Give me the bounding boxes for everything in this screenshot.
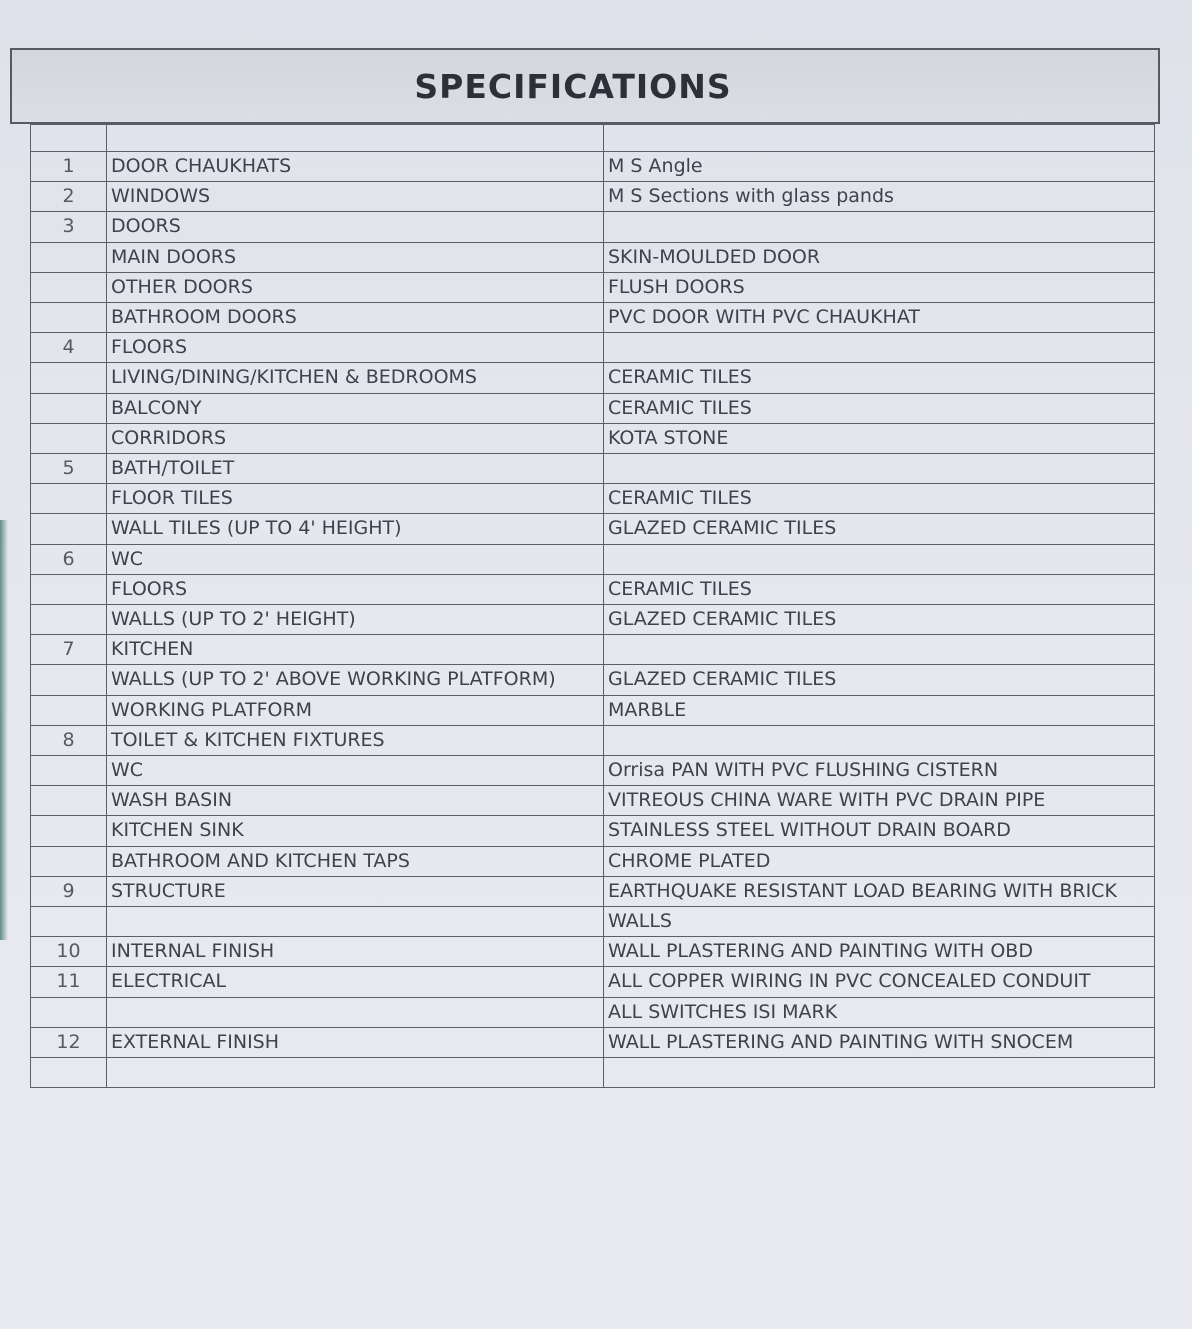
- table-row: [31, 846, 1155, 876]
- row-number: [31, 242, 107, 272]
- specification-cell: M S Angle: [604, 152, 1155, 182]
- item-cell: FLOORS: [107, 333, 604, 363]
- table-row: [31, 272, 1155, 302]
- specification-cell: [604, 635, 1155, 665]
- item-cell: EXTERNAL FINISH: [107, 1027, 604, 1057]
- row-number: 7: [31, 635, 107, 665]
- specification-cell: FLUSH DOORS: [604, 272, 1155, 302]
- specification-cell: GLAZED CERAMIC TILES: [604, 514, 1155, 544]
- row-number: 1: [31, 152, 107, 182]
- item-cell: MAIN DOORS: [107, 242, 604, 272]
- table-row: [31, 665, 1155, 695]
- specification-cell: Orrisa PAN WITH PVC FLUSHING CISTERN: [604, 756, 1155, 786]
- item-cell: WINDOWS: [107, 182, 604, 212]
- table-row: [31, 997, 1155, 1027]
- table-row: [31, 363, 1155, 393]
- table-row: [31, 695, 1155, 725]
- row-number: [31, 514, 107, 544]
- row-number: [31, 816, 107, 846]
- page-edge-shadow: [0, 520, 8, 940]
- row-number: [31, 605, 107, 635]
- table-row: [31, 182, 1155, 212]
- table-row: [31, 212, 1155, 242]
- item-cell: WALLS (UP TO 2' ABOVE WORKING PLATFORM): [107, 665, 604, 695]
- specification-cell: STAINLESS STEEL WITHOUT DRAIN BOARD: [604, 816, 1155, 846]
- table-row: [31, 937, 1155, 967]
- table-row: [31, 816, 1155, 846]
- specification-cell: [604, 725, 1155, 755]
- specification-cell: [604, 544, 1155, 574]
- table-row: [31, 544, 1155, 574]
- specification-cell: [604, 454, 1155, 484]
- row-number: [31, 665, 107, 695]
- specification-cell: GLAZED CERAMIC TILES: [604, 605, 1155, 635]
- specification-cell: CHROME PLATED: [604, 846, 1155, 876]
- item-cell: INTERNAL FINISH: [107, 937, 604, 967]
- table-row: [31, 907, 1155, 937]
- table-row: [31, 454, 1155, 484]
- table-row: [31, 514, 1155, 544]
- item-cell: [107, 907, 604, 937]
- item-cell: DOOR CHAUKHATS: [107, 152, 604, 182]
- specification-cell: WALL PLASTERING AND PAINTING WITH SNOCEM: [604, 1027, 1155, 1057]
- row-number: 11: [31, 967, 107, 997]
- specification-cell: ALL COPPER WIRING IN PVC CONCEALED CONDUIT: [604, 967, 1155, 997]
- item-cell: WC: [107, 756, 604, 786]
- item-cell: DOORS: [107, 212, 604, 242]
- row-number: [31, 574, 107, 604]
- row-number: 2: [31, 182, 107, 212]
- table-row: [31, 786, 1155, 816]
- row-number: 10: [31, 937, 107, 967]
- item-cell: WALLS (UP TO 2' HEIGHT): [107, 605, 604, 635]
- specification-cell: CERAMIC TILES: [604, 363, 1155, 393]
- item-cell: [107, 1058, 604, 1088]
- specification-cell: WALLS: [604, 907, 1155, 937]
- table-row: [31, 876, 1155, 906]
- item-cell: BATHROOM AND KITCHEN TAPS: [107, 846, 604, 876]
- row-number: 3: [31, 212, 107, 242]
- specification-cell: VITREOUS CHINA WARE WITH PVC DRAIN PIPE: [604, 786, 1155, 816]
- table-row: [31, 725, 1155, 755]
- specification-cell: MARBLE: [604, 695, 1155, 725]
- item-cell: FLOORS: [107, 574, 604, 604]
- specifications-table-body: [31, 125, 1155, 1088]
- table-row: [31, 635, 1155, 665]
- row-number: [31, 786, 107, 816]
- table-row: [31, 574, 1155, 604]
- row-number: [31, 303, 107, 333]
- row-number: [31, 272, 107, 302]
- specification-cell: [604, 1058, 1155, 1088]
- specification-cell: [604, 333, 1155, 363]
- item-cell: WC: [107, 544, 604, 574]
- specification-cell: WALL PLASTERING AND PAINTING WITH OBD: [604, 937, 1155, 967]
- item-cell: WORKING PLATFORM: [107, 695, 604, 725]
- item-cell: BATH/TOILET: [107, 454, 604, 484]
- specification-cell: KOTA STONE: [604, 423, 1155, 453]
- table-row: [31, 125, 1155, 152]
- item-cell: TOILET & KITCHEN FIXTURES: [107, 725, 604, 755]
- row-number: 8: [31, 725, 107, 755]
- specification-cell: CERAMIC TILES: [604, 484, 1155, 514]
- title-bar: [10, 48, 1160, 124]
- specification-cell: PVC DOOR WITH PVC CHAUKHAT: [604, 303, 1155, 333]
- row-number: [31, 125, 107, 152]
- table-row: [31, 333, 1155, 363]
- item-cell: LIVING/DINING/KITCHEN & BEDROOMS: [107, 363, 604, 393]
- item-cell: FLOOR TILES: [107, 484, 604, 514]
- specification-cell: M S Sections with glass pands: [604, 182, 1155, 212]
- item-cell: KITCHEN SINK: [107, 816, 604, 846]
- table-row: [31, 303, 1155, 333]
- row-number: [31, 846, 107, 876]
- item-cell: WALL TILES (UP TO 4' HEIGHT): [107, 514, 604, 544]
- row-number: 4: [31, 333, 107, 363]
- table-row: [31, 1058, 1155, 1088]
- row-number: 9: [31, 876, 107, 906]
- row-number: [31, 363, 107, 393]
- table-row: [31, 393, 1155, 423]
- row-number: [31, 1058, 107, 1088]
- table-row: [31, 152, 1155, 182]
- specification-cell: GLAZED CERAMIC TILES: [604, 665, 1155, 695]
- specification-cell: ALL SWITCHES ISI MARK: [604, 997, 1155, 1027]
- row-number: [31, 997, 107, 1027]
- specifications-sheet: [10, 48, 1160, 1088]
- row-number: 5: [31, 454, 107, 484]
- item-cell: [107, 997, 604, 1027]
- specification-cell: SKIN-MOULDED DOOR: [604, 242, 1155, 272]
- table-row: [31, 1027, 1155, 1057]
- item-cell: BATHROOM DOORS: [107, 303, 604, 333]
- item-cell: KITCHEN: [107, 635, 604, 665]
- item-cell: BALCONY: [107, 393, 604, 423]
- item-cell: WASH BASIN: [107, 786, 604, 816]
- table-row: [31, 756, 1155, 786]
- table-row: [31, 242, 1155, 272]
- table-row: [31, 967, 1155, 997]
- row-number: 12: [31, 1027, 107, 1057]
- row-number: [31, 756, 107, 786]
- row-number: 6: [31, 544, 107, 574]
- specification-cell: CERAMIC TILES: [604, 574, 1155, 604]
- page-title: SPECIFICATIONS: [414, 66, 732, 106]
- table-row: [31, 605, 1155, 635]
- row-number: [31, 695, 107, 725]
- item-cell: [107, 125, 604, 152]
- item-cell: ELECTRICAL: [107, 967, 604, 997]
- specification-cell: [604, 212, 1155, 242]
- specification-cell: EARTHQUAKE RESISTANT LOAD BEARING WITH BRICK: [604, 876, 1155, 906]
- specification-cell: [604, 125, 1155, 152]
- item-cell: STRUCTURE: [107, 876, 604, 906]
- table-row: [31, 423, 1155, 453]
- specification-cell: CERAMIC TILES: [604, 393, 1155, 423]
- row-number: [31, 484, 107, 514]
- table-row: [31, 484, 1155, 514]
- row-number: [31, 423, 107, 453]
- row-number: [31, 907, 107, 937]
- specifications-table: [30, 124, 1155, 1088]
- item-cell: CORRIDORS: [107, 423, 604, 453]
- row-number: [31, 393, 107, 423]
- item-cell: OTHER DOORS: [107, 272, 604, 302]
